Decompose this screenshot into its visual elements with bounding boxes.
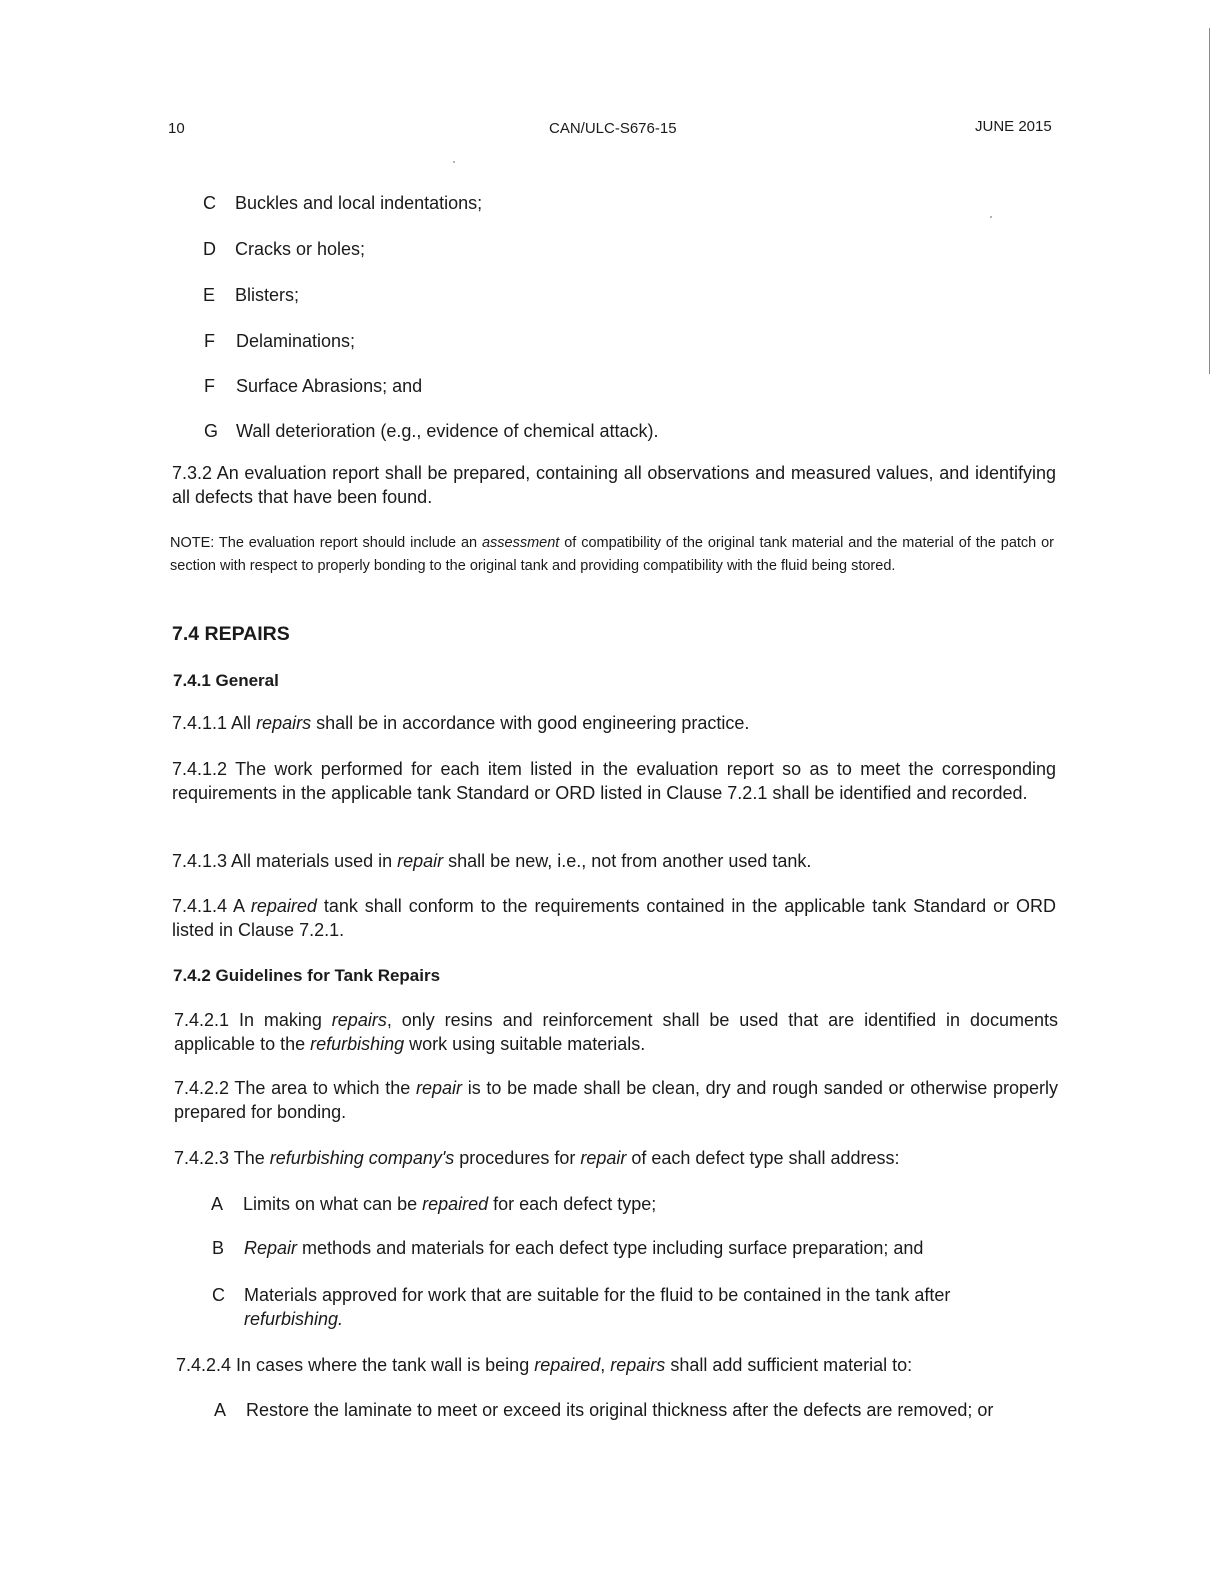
clause-text: The — [229, 1148, 270, 1168]
list-item-text — [243, 1192, 1013, 1216]
clause-7-3-2: 7.3.2 An evaluation report shall be prepared, containing all observations and measured values, and identifying all defects that have been found. — [172, 463, 1056, 507]
list-item-letter: B — [212, 1238, 225, 1258]
clause-number: 7.4.2.1 — [174, 1010, 230, 1030]
clause-text: shall be in accordance with good engineering practice. — [311, 713, 750, 733]
clause-7-4-2-3 — [174, 1146, 1058, 1170]
defined-term: repaired — [250, 896, 317, 916]
page-number: 10 — [168, 120, 185, 137]
list-item-letter: C — [203, 193, 216, 213]
scan-edge-line — [1209, 28, 1210, 374]
list-item-text: Buckles and local indentations; — [235, 193, 483, 213]
defined-term: repair — [580, 1148, 627, 1168]
list-item-text: Blisters; — [235, 285, 300, 305]
clause-number: 7.4.1.3 — [172, 851, 228, 871]
clause-7-4-1-4 — [172, 894, 1056, 942]
standard-id: CAN/ULC-S676-15 — [549, 120, 677, 137]
defined-term: repaired — [422, 1194, 489, 1214]
note-text: NOTE: The evaluation report should include an — [170, 535, 482, 551]
clause-text: , only resins and reinforcement shall be used that are identified in documents applicable to the — [174, 1010, 1058, 1054]
scan-speck — [990, 216, 992, 218]
list-text: methods and materials for each defect type including surface preparation; and — [297, 1238, 924, 1258]
defined-term: refurbishing company's — [269, 1148, 455, 1168]
clause-7-4-1-1 — [172, 711, 1056, 735]
clause-text: tank shall conform to the requirements contained in the applicable tank Standard or ORD listed in Clause 7.2.1. — [172, 896, 1056, 940]
clause-number: 7.4.2.3 — [174, 1148, 230, 1168]
clause-text: In making — [229, 1010, 332, 1030]
section-heading-7-4: 7.4 REPAIRS — [172, 623, 290, 645]
clause-number: 7.4.1.1 — [172, 713, 228, 733]
clause-7-4-1-2: 7.4.1.2 The work performed for each item listed in the evaluation report so as to meet the corresponding requirements in the applicable tank Standard or ORD listed in Clause 7.2.1 shall be identified and recorded. — [172, 759, 1056, 803]
list-item-text: Restore the laminate to meet or exceed its original thickness after the defects are removed; or — [246, 1400, 994, 1420]
list-text: Limits on what can be — [243, 1194, 423, 1214]
defined-term: repair — [397, 851, 444, 871]
defined-term: repairs — [610, 1355, 666, 1375]
defined-term: repaired — [534, 1355, 601, 1375]
defined-term: repair — [415, 1078, 462, 1098]
clause-text: , — [600, 1355, 611, 1375]
defined-term: repairs — [331, 1010, 387, 1030]
list-item-letter: G — [204, 421, 219, 441]
clause-number: 7.4.1.4 — [172, 896, 228, 916]
clause-text: shall be new, i.e., not from another used tank. — [443, 851, 812, 871]
defined-term: Repair — [244, 1238, 298, 1258]
clause-text: In cases where the tank wall is being — [231, 1355, 535, 1375]
defined-term: refurbishing — [310, 1034, 405, 1054]
list-item-letter: D — [203, 239, 216, 259]
list-item-text — [244, 1283, 1004, 1331]
scan-speck — [453, 161, 455, 163]
list-item-text: Cracks or holes; — [235, 239, 366, 259]
clause-text: is to be made shall be clean, dry and rough sanded or otherwise properly prepared for bonding. — [174, 1078, 1058, 1122]
clause-number: 7.4.2.2 — [174, 1078, 230, 1098]
list-item-text: Surface Abrasions; and — [236, 376, 423, 396]
list-item-letter: F — [204, 331, 215, 351]
clause-text: of each defect type shall address: — [626, 1148, 900, 1168]
note-paragraph — [170, 532, 1054, 578]
list-item-letter: A — [211, 1194, 224, 1214]
list-item-text: Delaminations; — [236, 331, 356, 351]
list-item-letter: C — [212, 1285, 225, 1305]
clause-text: All — [227, 713, 257, 733]
defined-term: repairs — [256, 713, 312, 733]
list-item-text: Wall deterioration (e.g., evidence of chemical attack). — [236, 421, 659, 441]
list-item-letter: E — [203, 285, 216, 305]
clause-text: All materials used in — [227, 851, 398, 871]
document-date: JUNE 2015 — [975, 118, 1052, 135]
clause-7-4-2-2 — [174, 1076, 1058, 1124]
clause-text: procedures for — [454, 1148, 581, 1168]
clause-number: 7.4.2.4 — [176, 1355, 232, 1375]
list-text: Materials approved for work that are suitable for the fluid to be contained in the tank after — [244, 1285, 951, 1305]
list-item-text — [244, 1236, 1014, 1260]
clause-text: The area to which the — [229, 1078, 416, 1098]
list-text: for each defect type; — [488, 1194, 657, 1214]
section-heading-7-4-1: 7.4.1 General — [173, 671, 279, 690]
clause-text: work using suitable materials. — [404, 1034, 646, 1054]
note-text: of compatibility of the original tank material and the material of the patch or section with respect to properly bonding to the original tank and providing compatibility with the fluid being stored. — [170, 535, 1054, 574]
defined-term: refurbishing. — [244, 1309, 344, 1329]
list-item-letter: F — [204, 376, 215, 396]
note-emphasis: assessment — [481, 535, 560, 551]
clause-7-4-2-1 — [174, 1008, 1058, 1056]
clause-7-4-1-3 — [172, 849, 1056, 873]
list-item-letter: A — [214, 1400, 227, 1420]
section-heading-7-4-2: 7.4.2 Guidelines for Tank Repairs — [173, 966, 441, 985]
clause-text: A — [227, 896, 251, 916]
clause-text: shall add sufficient material to: — [665, 1355, 913, 1375]
clause-7-4-2-4 — [176, 1353, 1060, 1377]
